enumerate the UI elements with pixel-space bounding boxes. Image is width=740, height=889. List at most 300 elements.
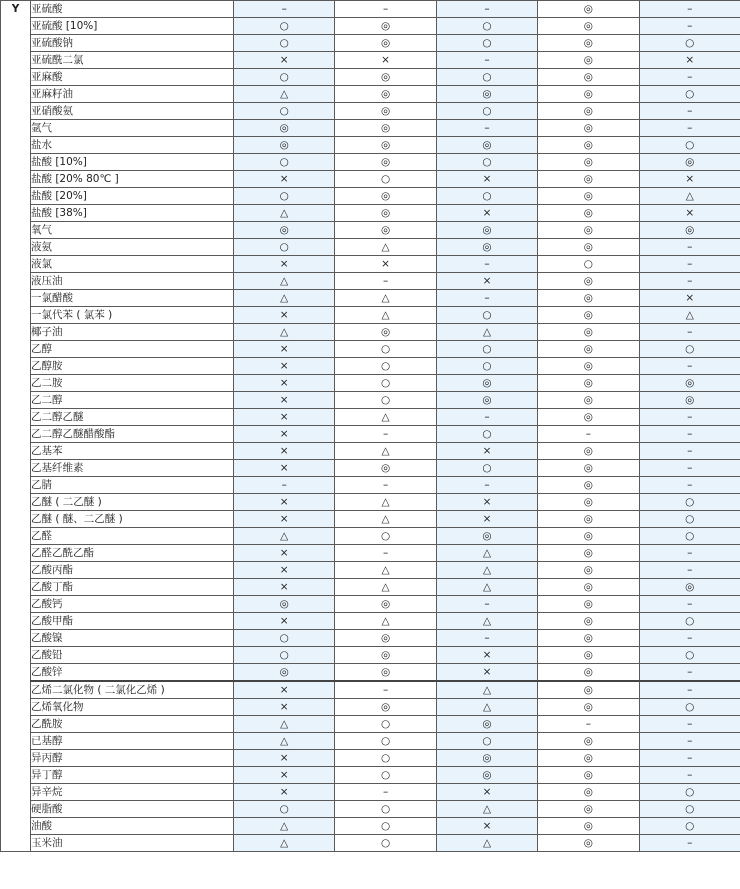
rating-cell: ◎ <box>538 120 639 137</box>
table-body <box>1 1 740 852</box>
rating-cell: ◎ <box>538 630 639 647</box>
chemical-name: 盐酸 [38%] <box>31 205 234 222</box>
rating-cell: – <box>436 256 537 273</box>
chemical-name: 乙醇 <box>31 341 234 358</box>
table-row <box>1 69 740 86</box>
rating-cell: ◎ <box>335 103 436 120</box>
rating-cell: ○ <box>234 630 335 647</box>
chemical-name: 乙烯二氯化物 ( 二氯化乙烯 ) <box>31 681 234 699</box>
table-row <box>1 460 740 477</box>
rating-cell: ○ <box>639 494 740 511</box>
rating-cell: – <box>639 750 740 767</box>
rating-cell: ○ <box>234 188 335 205</box>
chemical-name: 硬脂酸 <box>31 801 234 818</box>
rating-cell: ○ <box>335 392 436 409</box>
table-row <box>1 494 740 511</box>
rating-cell: △ <box>234 818 335 835</box>
rating-cell: ◎ <box>538 52 639 69</box>
chemical-name: 乙酸丙酯 <box>31 562 234 579</box>
rating-cell: ○ <box>234 35 335 52</box>
rating-cell: ◎ <box>538 613 639 630</box>
chemical-name: 乙酸锌 <box>31 664 234 682</box>
chemical-name: 异辛烷 <box>31 784 234 801</box>
rating-cell: ◎ <box>538 562 639 579</box>
rating-cell: × <box>335 256 436 273</box>
rating-cell: ◎ <box>436 528 537 545</box>
rating-cell: ○ <box>436 307 537 324</box>
rating-cell: ◎ <box>538 733 639 750</box>
rating-cell: – <box>436 477 537 494</box>
rating-cell: ◎ <box>436 392 537 409</box>
rating-cell: – <box>335 545 436 562</box>
table-row <box>1 409 740 426</box>
chemical-name: 已基醇 <box>31 733 234 750</box>
rating-cell: – <box>639 664 740 682</box>
rating-cell: △ <box>335 562 436 579</box>
rating-cell: ◎ <box>538 1 639 18</box>
rating-cell: ○ <box>234 801 335 818</box>
rating-cell: ◎ <box>538 818 639 835</box>
rating-cell: – <box>436 290 537 307</box>
rating-cell: ◎ <box>538 341 639 358</box>
rating-cell: △ <box>436 545 537 562</box>
rating-cell: – <box>639 733 740 750</box>
chemical-name: 乙酸丁酯 <box>31 579 234 596</box>
rating-cell: ◎ <box>234 120 335 137</box>
chemical-name: 乙酸甲酯 <box>31 613 234 630</box>
rating-cell: ◎ <box>639 154 740 171</box>
table-row <box>1 630 740 647</box>
rating-cell: – <box>335 784 436 801</box>
chemical-name: 亚硫酸 [10%] <box>31 18 234 35</box>
chemical-name: 乙二胺 <box>31 375 234 392</box>
rating-cell: – <box>335 1 436 18</box>
rating-cell: × <box>436 443 537 460</box>
chemical-name: 椰子油 <box>31 324 234 341</box>
table-row <box>1 358 740 375</box>
rating-cell: ◎ <box>538 222 639 239</box>
table-row <box>1 35 740 52</box>
rating-cell: – <box>639 120 740 137</box>
rating-cell: ◎ <box>538 801 639 818</box>
rating-cell: ○ <box>234 647 335 664</box>
rating-cell: × <box>234 358 335 375</box>
chemical-name: 亚硝酸氨 <box>31 103 234 120</box>
rating-cell: × <box>234 392 335 409</box>
chemical-name: 亚硫酸 <box>31 1 234 18</box>
rating-cell: × <box>639 171 740 188</box>
rating-cell: ◎ <box>234 664 335 682</box>
rating-cell: ◎ <box>436 750 537 767</box>
rating-cell: × <box>436 171 537 188</box>
rating-cell: – <box>639 681 740 699</box>
rating-cell: ◎ <box>538 154 639 171</box>
chemical-name: 盐酸 [20% 80℃ ] <box>31 171 234 188</box>
rating-cell: ○ <box>639 35 740 52</box>
rating-cell: – <box>335 681 436 699</box>
rating-cell: ◎ <box>538 784 639 801</box>
table-row <box>1 835 740 852</box>
rating-cell: ◎ <box>538 86 639 103</box>
rating-cell: △ <box>335 494 436 511</box>
rating-cell: × <box>436 664 537 682</box>
rating-cell: ◎ <box>335 699 436 716</box>
table-row <box>1 699 740 716</box>
rating-cell: – <box>639 1 740 18</box>
table-row <box>1 103 740 120</box>
rating-cell: × <box>234 307 335 324</box>
rating-cell: ◎ <box>538 358 639 375</box>
rating-cell: – <box>234 1 335 18</box>
rating-cell: × <box>234 426 335 443</box>
rating-cell: ◎ <box>538 103 639 120</box>
rating-cell: ○ <box>335 835 436 852</box>
rating-cell: × <box>436 647 537 664</box>
rating-cell: ◎ <box>538 767 639 784</box>
rating-cell: ◎ <box>335 222 436 239</box>
chemical-name: 乙基纤维素 <box>31 460 234 477</box>
table-row <box>1 256 740 273</box>
rating-cell: – <box>639 477 740 494</box>
table-row <box>1 579 740 596</box>
rating-cell: – <box>436 1 537 18</box>
rating-cell: ○ <box>436 733 537 750</box>
rating-cell: ◎ <box>335 324 436 341</box>
rating-cell: ○ <box>436 341 537 358</box>
chemical-name: 油酸 <box>31 818 234 835</box>
rating-cell: △ <box>335 443 436 460</box>
rating-cell: △ <box>639 307 740 324</box>
chemical-name: 乙烯氧化物 <box>31 699 234 716</box>
rating-cell: – <box>436 630 537 647</box>
rating-cell: ◎ <box>538 443 639 460</box>
rating-cell: ◎ <box>234 137 335 154</box>
table-row <box>1 562 740 579</box>
chemical-name: 乙酸镍 <box>31 630 234 647</box>
rating-cell: × <box>234 699 335 716</box>
rating-cell: ◎ <box>538 35 639 52</box>
rating-cell: △ <box>436 835 537 852</box>
rating-cell: △ <box>436 562 537 579</box>
table-row <box>1 120 740 137</box>
rating-cell: – <box>639 256 740 273</box>
rating-cell: – <box>639 358 740 375</box>
rating-cell: ○ <box>234 69 335 86</box>
rating-cell: △ <box>234 733 335 750</box>
rating-cell: ◎ <box>436 375 537 392</box>
table-row <box>1 528 740 545</box>
rating-cell: – <box>538 426 639 443</box>
rating-cell: ○ <box>639 801 740 818</box>
rating-cell: △ <box>335 307 436 324</box>
chemical-name: 亚麻酸 <box>31 69 234 86</box>
rating-cell: ○ <box>538 256 639 273</box>
rating-cell: ○ <box>639 528 740 545</box>
rating-cell: ◎ <box>335 460 436 477</box>
rating-cell: ○ <box>335 733 436 750</box>
table-row <box>1 324 740 341</box>
rating-cell: × <box>436 494 537 511</box>
rating-cell: △ <box>335 511 436 528</box>
rating-cell: △ <box>234 86 335 103</box>
table-row <box>1 664 740 682</box>
rating-cell: ◎ <box>538 18 639 35</box>
rating-cell: △ <box>436 681 537 699</box>
table-row <box>1 681 740 699</box>
chemical-name: 亚麻籽油 <box>31 86 234 103</box>
rating-cell: ◎ <box>538 460 639 477</box>
rating-cell: ○ <box>639 784 740 801</box>
table-row <box>1 784 740 801</box>
rating-cell: – <box>639 273 740 290</box>
table-row <box>1 341 740 358</box>
rating-cell: ○ <box>234 239 335 256</box>
rating-cell: ◎ <box>538 579 639 596</box>
rating-cell: △ <box>436 324 537 341</box>
rating-cell: – <box>436 120 537 137</box>
rating-cell: ◎ <box>335 69 436 86</box>
rating-cell: × <box>436 273 537 290</box>
rating-cell: ◎ <box>335 18 436 35</box>
rating-cell: ◎ <box>538 511 639 528</box>
rating-cell: – <box>639 409 740 426</box>
rating-cell: ◎ <box>538 545 639 562</box>
rating-cell: ○ <box>335 818 436 835</box>
rating-cell: × <box>436 818 537 835</box>
table-row <box>1 273 740 290</box>
chemical-name: 乙醚 ( 二乙醚 ) <box>31 494 234 511</box>
rating-cell: ◎ <box>538 137 639 154</box>
rating-cell: ◎ <box>538 375 639 392</box>
table-row <box>1 596 740 613</box>
rating-cell: ◎ <box>335 137 436 154</box>
rating-cell: – <box>639 835 740 852</box>
rating-cell: △ <box>234 290 335 307</box>
table-row <box>1 818 740 835</box>
table-row <box>1 154 740 171</box>
chemical-name: 玉米油 <box>31 835 234 852</box>
rating-cell: – <box>639 69 740 86</box>
chemical-name: 液压油 <box>31 273 234 290</box>
rating-cell: – <box>538 716 639 733</box>
rating-cell: × <box>234 409 335 426</box>
rating-cell: ◎ <box>538 324 639 341</box>
rating-cell: – <box>639 239 740 256</box>
rating-cell: ◎ <box>538 171 639 188</box>
rating-cell: ◎ <box>538 647 639 664</box>
chemical-name: 乙酰胺 <box>31 716 234 733</box>
rating-cell: ○ <box>335 358 436 375</box>
rating-cell: – <box>639 426 740 443</box>
rating-cell: △ <box>234 528 335 545</box>
rating-cell: ◎ <box>335 630 436 647</box>
chemical-name: 亚硫酸钠 <box>31 35 234 52</box>
rating-cell: × <box>234 460 335 477</box>
rating-cell: ○ <box>436 460 537 477</box>
table-row <box>1 613 740 630</box>
chemical-name: 异丙醇 <box>31 750 234 767</box>
rating-cell: – <box>639 562 740 579</box>
rating-cell: × <box>234 750 335 767</box>
rating-cell: ◎ <box>538 494 639 511</box>
rating-cell: ◎ <box>335 664 436 682</box>
rating-cell: – <box>335 426 436 443</box>
rating-cell: – <box>639 630 740 647</box>
rating-cell: △ <box>436 699 537 716</box>
rating-cell: ◎ <box>639 375 740 392</box>
table-row <box>1 426 740 443</box>
rating-cell: ○ <box>639 86 740 103</box>
rating-cell: △ <box>335 409 436 426</box>
rating-cell: ◎ <box>639 579 740 596</box>
table-row <box>1 545 740 562</box>
rating-cell: ◎ <box>538 205 639 222</box>
rating-cell: – <box>335 273 436 290</box>
rating-cell: △ <box>436 579 537 596</box>
table-row <box>1 647 740 664</box>
rating-cell: ○ <box>436 35 537 52</box>
chemical-name: 乙醛 <box>31 528 234 545</box>
rating-cell: × <box>234 511 335 528</box>
table-row <box>1 443 740 460</box>
rating-cell: △ <box>234 273 335 290</box>
rating-cell: × <box>436 205 537 222</box>
rating-cell: ◎ <box>538 477 639 494</box>
rating-cell: ○ <box>436 426 537 443</box>
rating-cell: ◎ <box>538 392 639 409</box>
rating-cell: ◎ <box>436 239 537 256</box>
rating-cell: – <box>639 767 740 784</box>
rating-cell: ○ <box>639 341 740 358</box>
rating-cell: ◎ <box>234 596 335 613</box>
chemical-name: 乙酸钙 <box>31 596 234 613</box>
table-row <box>1 290 740 307</box>
rating-cell: × <box>234 494 335 511</box>
table-row <box>1 801 740 818</box>
rating-cell: × <box>234 52 335 69</box>
rating-cell: △ <box>335 579 436 596</box>
table-row <box>1 52 740 69</box>
chemical-name: 乙二醇 <box>31 392 234 409</box>
rating-cell: ◎ <box>538 528 639 545</box>
table-row <box>1 86 740 103</box>
table-row <box>1 511 740 528</box>
rating-cell: ◎ <box>538 750 639 767</box>
rating-cell: ◎ <box>538 239 639 256</box>
rating-cell: – <box>335 477 436 494</box>
rating-cell: ◎ <box>538 664 639 682</box>
rating-cell: – <box>639 324 740 341</box>
chemical-name: 乙基苯 <box>31 443 234 460</box>
rating-cell: – <box>639 443 740 460</box>
table-row <box>1 1 740 18</box>
rating-cell: ◎ <box>335 120 436 137</box>
rating-cell: ◎ <box>335 35 436 52</box>
table-row <box>1 733 740 750</box>
chemical-name: 一氯醋酸 <box>31 290 234 307</box>
table-row <box>1 392 740 409</box>
rating-cell: – <box>639 716 740 733</box>
rating-cell: ◎ <box>538 290 639 307</box>
rating-cell: ○ <box>639 699 740 716</box>
rating-cell: ◎ <box>538 681 639 699</box>
rating-cell: ○ <box>436 358 537 375</box>
rating-cell: × <box>234 784 335 801</box>
rating-cell: × <box>436 511 537 528</box>
rating-cell: ○ <box>335 341 436 358</box>
rating-cell: – <box>436 52 537 69</box>
rating-cell: ◎ <box>234 222 335 239</box>
rating-cell: × <box>234 681 335 699</box>
table-row <box>1 239 740 256</box>
rating-cell: ◎ <box>335 596 436 613</box>
rating-cell: △ <box>234 324 335 341</box>
chemical-name: 乙腈 <box>31 477 234 494</box>
rating-cell: ○ <box>335 801 436 818</box>
rating-cell: ○ <box>335 171 436 188</box>
table-row <box>1 188 740 205</box>
rating-cell: × <box>234 767 335 784</box>
rating-cell: ○ <box>436 18 537 35</box>
rating-cell: ○ <box>436 103 537 120</box>
rating-cell: – <box>436 596 537 613</box>
rating-cell: – <box>436 409 537 426</box>
rating-cell: × <box>335 52 436 69</box>
chemical-name: 乙醚 ( 醚、二乙醚 ) <box>31 511 234 528</box>
rating-cell: ○ <box>335 716 436 733</box>
table-row <box>1 171 740 188</box>
rating-cell: × <box>639 290 740 307</box>
rating-cell: ◎ <box>538 596 639 613</box>
table-row <box>1 222 740 239</box>
rating-cell: × <box>234 341 335 358</box>
table-row <box>1 750 740 767</box>
rating-cell: × <box>639 205 740 222</box>
rating-cell: ○ <box>436 188 537 205</box>
rating-cell: × <box>639 52 740 69</box>
rating-cell: × <box>234 562 335 579</box>
rating-cell: – <box>234 477 335 494</box>
chemical-name: 氩气 <box>31 120 234 137</box>
chemical-name: 盐酸 [10%] <box>31 154 234 171</box>
rating-cell: ◎ <box>436 716 537 733</box>
chemical-name: 乙醛乙酰乙酯 <box>31 545 234 562</box>
table-row <box>1 375 740 392</box>
rating-cell: ◎ <box>436 86 537 103</box>
chemical-name: 液氨 <box>31 239 234 256</box>
rating-cell: ◎ <box>639 392 740 409</box>
rating-cell: △ <box>436 613 537 630</box>
chemical-name: 一氯代苯 ( 氯苯 ) <box>31 307 234 324</box>
rating-cell: ○ <box>639 511 740 528</box>
rating-cell: ○ <box>234 103 335 120</box>
chemical-name: 乙二醇乙醚 <box>31 409 234 426</box>
section-letter: Y <box>1 1 31 852</box>
rating-cell: ◎ <box>335 188 436 205</box>
table-row <box>1 767 740 784</box>
rating-cell: ◎ <box>335 205 436 222</box>
rating-cell: △ <box>234 716 335 733</box>
rating-cell: △ <box>234 205 335 222</box>
rating-cell: × <box>234 579 335 596</box>
chemical-name: 氧气 <box>31 222 234 239</box>
rating-cell: ○ <box>335 375 436 392</box>
rating-cell: ◎ <box>436 137 537 154</box>
rating-cell: ○ <box>335 528 436 545</box>
chemical-name: 盐酸 [20%] <box>31 188 234 205</box>
rating-cell: ○ <box>335 750 436 767</box>
rating-cell: △ <box>234 835 335 852</box>
